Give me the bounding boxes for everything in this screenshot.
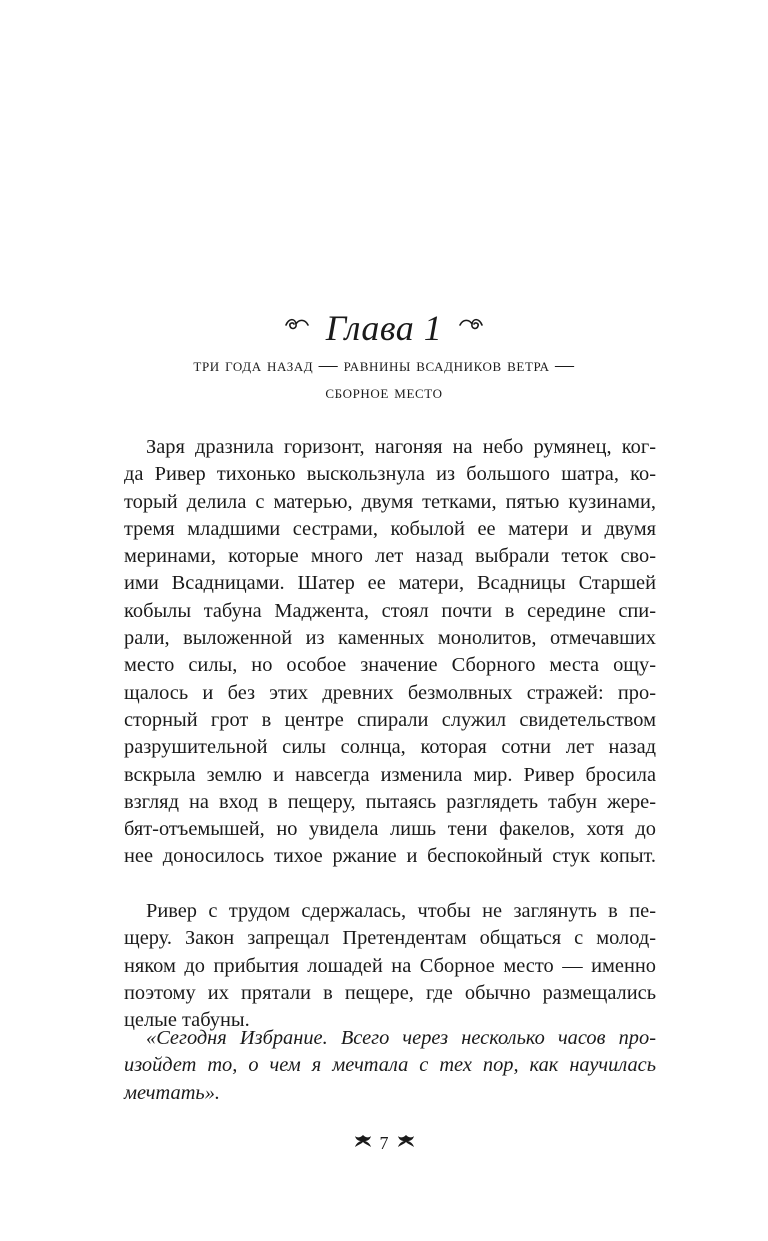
text-line: взгляд на вход в пещеру, пытаясь разглядеть табун жере- — [124, 790, 656, 813]
text-line: Заря дразнила горизонт, нагоняя на небо румянец, ког- — [146, 436, 656, 458]
text-line: нее доносилось тихое ржание и беспокойный стук копыт. — [124, 845, 656, 868]
paragraph-3-italic-quote — [124, 1025, 656, 1107]
text-line: «Сегодня Избрание. Всего через несколько часов про- — [146, 1027, 656, 1049]
text-line: изойдет то, о чем я мечтала с тех пор, как научилась — [124, 1054, 656, 1077]
text-line: рали, выложенной из каменных монолитов, отмечавших — [124, 627, 656, 650]
text-line: мечтать». — [124, 1081, 220, 1104]
text-line: щалось и без этих древних безмолвных стражей: про- — [124, 681, 656, 704]
text-line: Ривер с трудом сдержалась, чтобы не заглянуть в пе- — [146, 900, 656, 922]
right-flourish-icon — [458, 306, 484, 350]
text-line: вскрыла землю и навсегда изменила мир. Ривер бросила — [124, 763, 656, 786]
text-line: торый делила с матерью, двумя тетками, пятью кузинами, — [124, 490, 656, 513]
paragraph-1 — [124, 434, 656, 871]
chapter-subtitle-line-2: сборное место — [325, 382, 443, 403]
text-line: место силы, но особое значение Сборного места ощу- — [124, 654, 656, 677]
paragraph-2 — [124, 898, 656, 1034]
left-flourish-icon — [284, 306, 310, 350]
page-footer — [0, 1133, 768, 1154]
fleuron-right-icon — [395, 1133, 417, 1154]
text-line: меринами, которые много лет назад выбрали теток сво- — [124, 545, 656, 568]
fleuron-left-icon — [352, 1133, 374, 1154]
text-line: няком до прибытия лошадей на Сборное место — именно — [124, 954, 656, 977]
chapter-heading — [0, 306, 768, 350]
text-line: да Ривер тихонько выскользнула из большого шатра, ко- — [124, 463, 656, 486]
text-line: тремя младшими сестрами, кобылой ее матери и двумя — [124, 517, 656, 540]
chapter-title: Глава 1 — [325, 308, 443, 348]
text-line: целые табуны. — [124, 1009, 250, 1032]
text-line: разрушительной силы солнца, которая сотни лет назад — [124, 736, 656, 759]
page-number: 7 — [379, 1133, 389, 1153]
text-line: щеру. Закон запрещал Претендентам общаться с молод- — [124, 927, 656, 950]
chapter-subtitle-line-1: три года назад — равнины всадников ветра — — [193, 355, 575, 376]
text-line: кобылы табуна Маджента, стоял почти в середине спи- — [124, 599, 656, 622]
text-line: сторный грот в центре спирали служил свидетельством — [124, 708, 656, 731]
text-line: ими Всадницами. Шатер ее матери, Всадницы Старшей — [124, 572, 656, 595]
text-line: поэтому их прятали в пещере, где обычно размещались — [124, 981, 656, 1004]
text-line: бят-отъемышей, но увидела лишь тени факелов, хотя до — [124, 818, 656, 841]
